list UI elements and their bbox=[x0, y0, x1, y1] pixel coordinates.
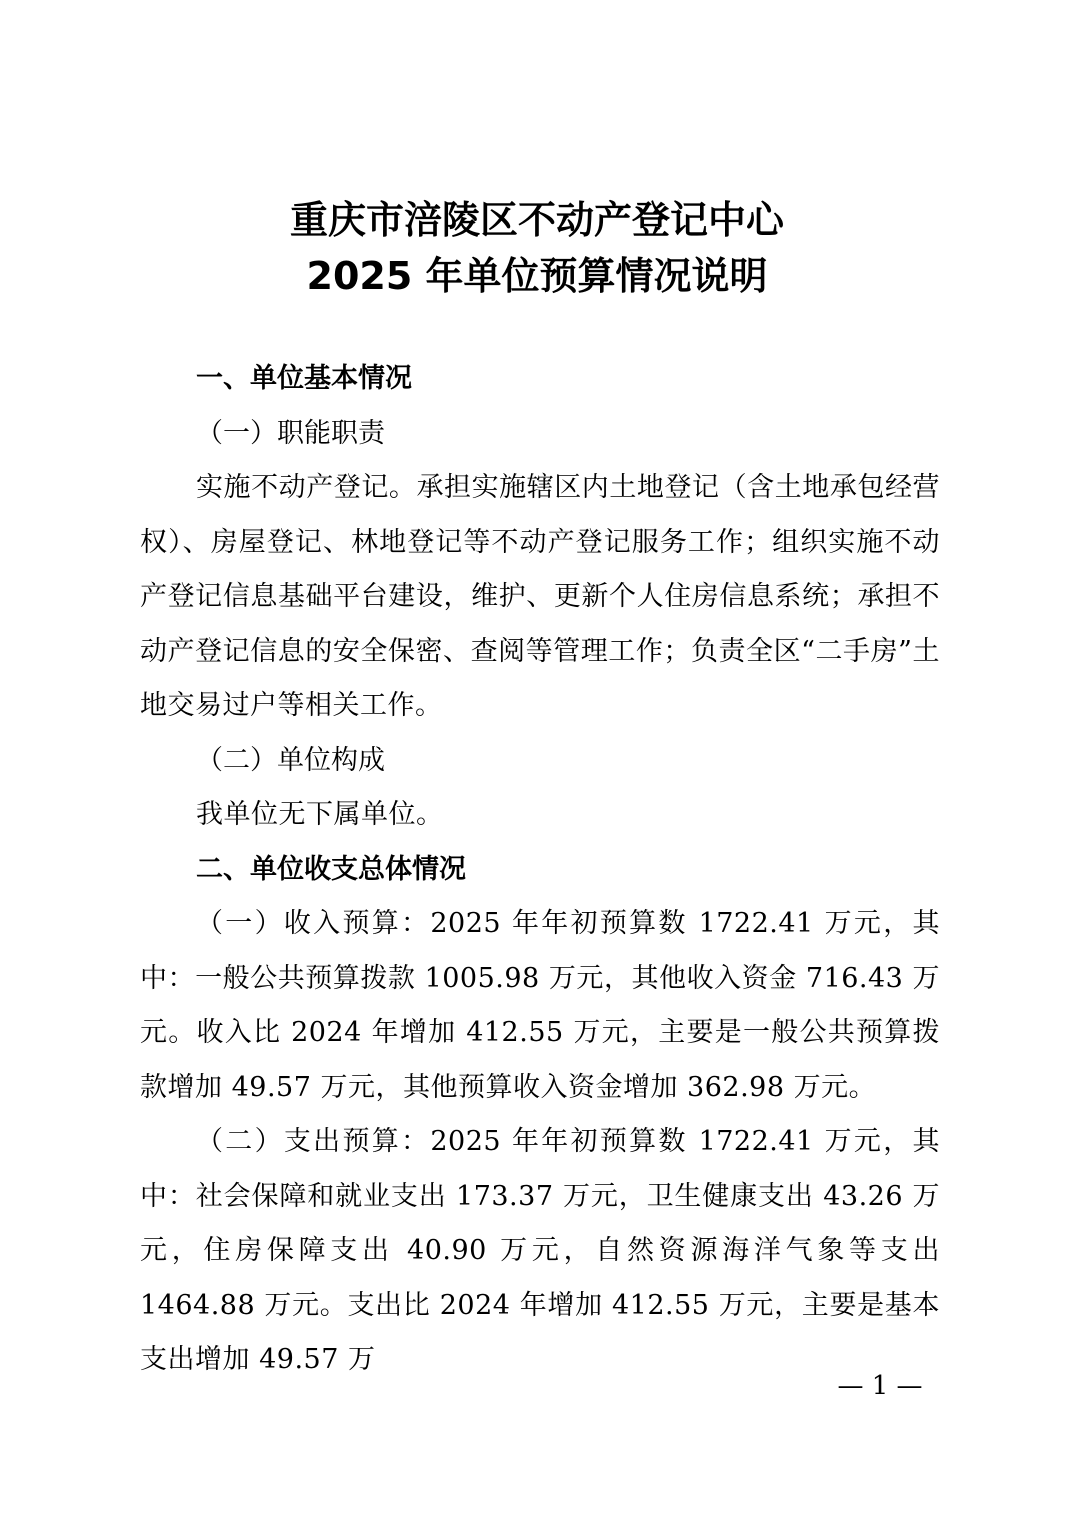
section-heading-basic-info: 一、单位基本情况 bbox=[196, 363, 412, 394]
subheading-functions: （一）职能职责 bbox=[196, 417, 385, 449]
document-body bbox=[140, 352, 940, 1388]
section-heading-income-expense: 二、单位收支总体情况 bbox=[196, 853, 466, 885]
paragraph-functions: 实施不动产登记。承担实施辖区内土地登记（含土地承包经营权）、房屋登记、林地登记等不动产登记服务工作；组织实施不动产登记信息基础平台建设，维护、更新个人住房信息系统；承担不动产登记信息的安全保密、查阅等管理工作；负责全区“二手房”土地交易过户等相关工作。 bbox=[140, 472, 940, 721]
title-line-2: 2025 年单位预算情况说明 bbox=[306, 254, 768, 298]
subheading-composition: （二）单位构成 bbox=[196, 744, 385, 776]
title-line-1: 重庆市涪陵区不动产登记中心 bbox=[289, 198, 784, 242]
document-title bbox=[0, 192, 1074, 304]
paragraph-income-budget: （一）收入预算：2025 年年初预算数 1722.41 万元，其中：一般公共预算拨款 1005.98 万元，其他收入资金 716.43 万元。收入比 2024 年增加 412.55 万元，主要是一般公共预算拨款增加 49.57 万元，其他预算收入资金增加 362.98 万元。 bbox=[140, 908, 940, 1103]
paragraph-expense-budget: （二）支出预算：2025 年年初预算数 1722.41 万元，其中：社会保障和就业支出 173.37 万元，卫生健康支出 43.26 万元，住房保障支出 40.90 万元，自然资源海洋气象等支出 1464.88 万元。支出比 2024 年增加 412.55 万元，主要是基本支出增加 49.57 万 bbox=[140, 1126, 940, 1375]
paragraph-composition: 我单位无下属单位。 bbox=[196, 799, 444, 830]
page-number: — 1 — bbox=[837, 1371, 923, 1401]
